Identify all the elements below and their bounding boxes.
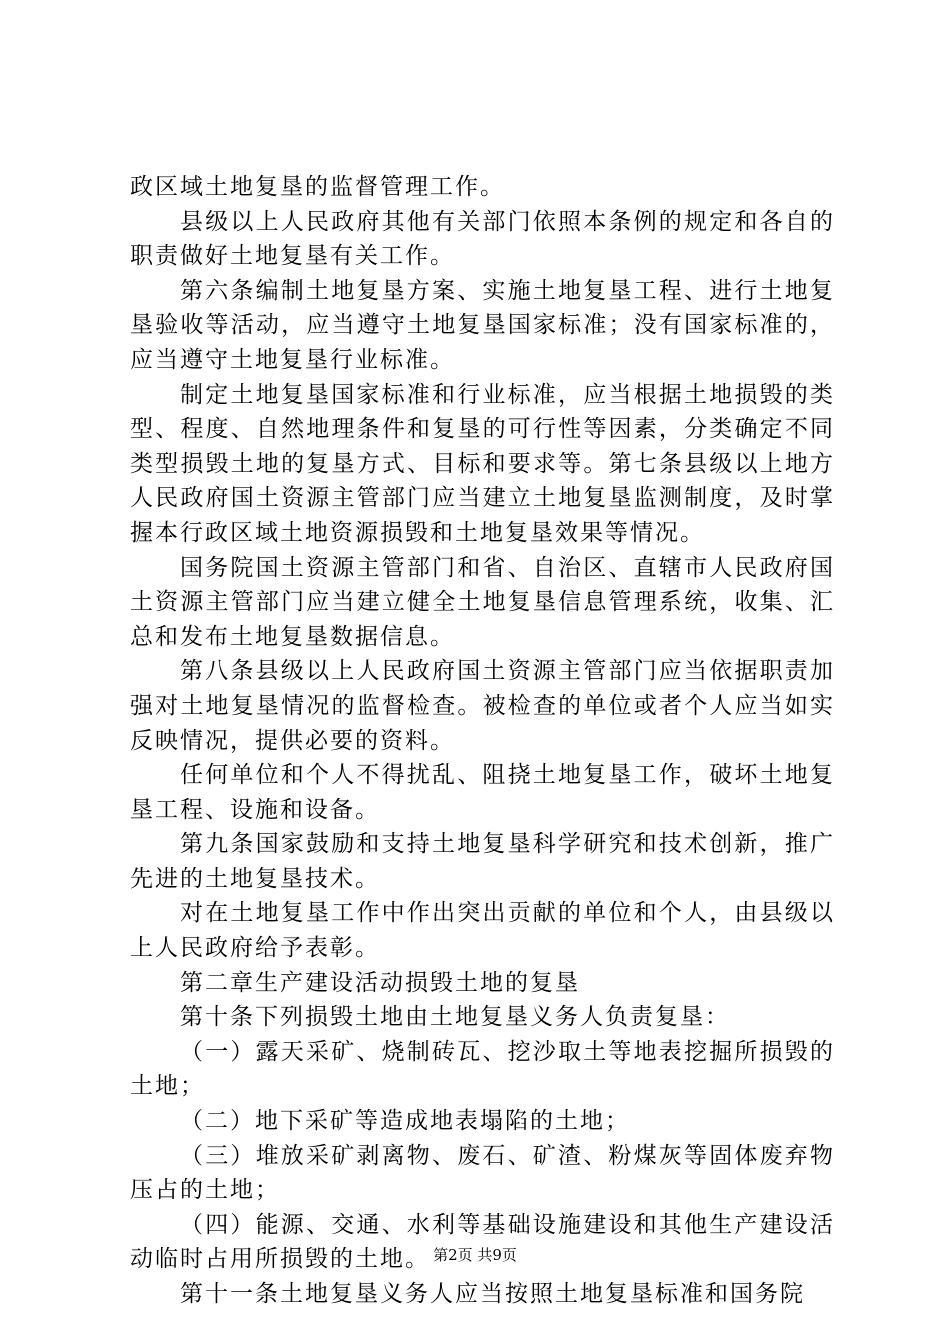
- paragraph-2: 县级以上人民政府其他有关部门依照本条例的规定和各自的职责做好土地复垦有关工作。: [130, 208, 835, 270]
- list-item-2: （二）地下采矿等造成地表塌陷的土地；: [180, 1108, 630, 1135]
- paragraph-3: 第六条编制土地复垦方案、实施土地复垦工程、进行土地复垦验收等活动，应当遵守土地复垦国家标准；没有国家标准的，应当遵守土地复垦行业标准。: [130, 277, 835, 373]
- list-item-1: （一）露天采矿、烧制砖瓦、挖沙取土等地表挖掘所损毁的土地；: [130, 1038, 835, 1100]
- page-footer: [0, 1245, 950, 1265]
- paragraph-5: 国务院国土资源主管部门和省、自治区、直辖市人民政府国土资源主管部门应当建立健全土地复垦信息管理系统，收集、汇总和发布土地复垦数据信息。: [130, 554, 835, 650]
- paragraph-11: 第十条下列损毁土地由土地复垦义务人负责复垦：: [180, 1004, 730, 1031]
- paragraph-16: 第十一条土地复垦义务人应当按照土地复垦标准和国务院: [180, 1281, 805, 1307]
- paragraph-8: 第九条国家鼓励和支持土地复垦科学研究和技术创新，推广先进的土地复垦技术。: [130, 831, 835, 892]
- paragraph-6: 第八条县级以上人民政府国土资源主管部门应当依据职责加强对土地复垦情况的监督检查。被检查的单位或者个人应当如实反映情况，提供必要的资料。: [130, 658, 835, 754]
- page-number: 第2页 共9页: [433, 1246, 517, 1264]
- paragraph-7: 任何单位和个人不得扰乱、阻挠土地复垦工作，破坏土地复垦工程、设施和设备。: [130, 762, 835, 823]
- paragraph-1: 政区域土地复垦的监督管理工作。: [130, 174, 505, 200]
- list-item-4: （四）能源、交通、水利等基础设施建设和其他生产建设活动临时占用所损毁的土地。: [130, 1211, 835, 1273]
- list-item-3: （三）堆放采矿剥离物、废石、矿渣、粉煤灰等固体废弃物压占的土地；: [130, 1142, 835, 1204]
- paragraph-4: 制定土地复垦国家标准和行业标准，应当根据土地损毁的类型、程度、自然地理条件和复垦的可行性等因素，分类确定不同类型损毁土地的复垦方式、目标和要求等。第七条县级以上地方人民政府国土资源主管部门应当建立土地复垦监测制度，及时掌握本行政区域土地资源损毁和土地复垦效果等情况。: [130, 381, 835, 546]
- paragraph-9: 对在土地复垦工作中作出突出贡献的单位和个人，由县级以上人民政府给予表彰。: [130, 900, 835, 962]
- chapter-heading: 第二章生产建设活动损毁土地的复垦: [180, 969, 580, 996]
- document-body: [130, 170, 835, 1312]
